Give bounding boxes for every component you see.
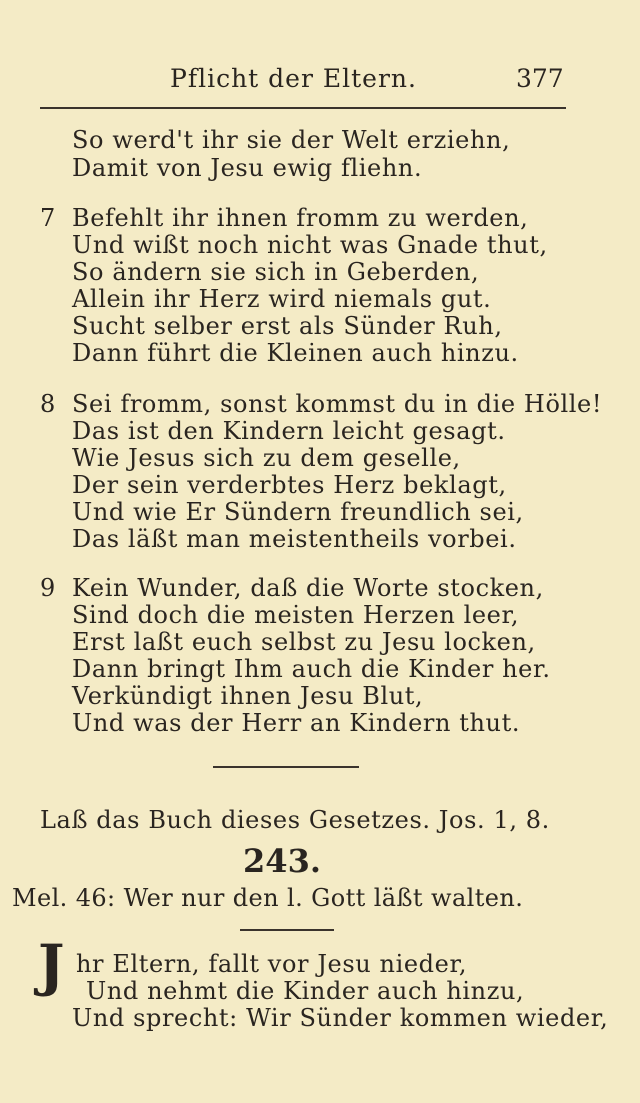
hymn-number: 243. xyxy=(243,842,321,880)
verse-line: Damit von Jesu ewig fliehn. xyxy=(72,154,423,182)
tune-divider xyxy=(240,929,334,931)
verse-line: Das läßt man meistentheils vorbei. xyxy=(72,525,517,553)
verse-line: Der sein verderbtes Herz beklagt, xyxy=(72,471,507,499)
verse-line: Erst laßt euch selbst zu Jesu locken, xyxy=(72,628,536,656)
scripture-motto: Laß das Buch dieses Gesetzes. Jos. 1, 8. xyxy=(40,806,550,834)
verse-line: Dann führt die Kleinen auch hinzu. xyxy=(72,339,519,367)
section-divider xyxy=(213,766,359,768)
verse-line: Kein Wunder, daß die Worte stocken, xyxy=(72,574,544,602)
verse-line: So werd't ihr sie der Welt erziehn, xyxy=(72,126,511,154)
stanza-number: 7 xyxy=(40,204,56,232)
verse-line: Und nehmt die Kinder auch hinzu, xyxy=(86,977,525,1005)
verse-line: Wie Jesus sich zu dem geselle, xyxy=(72,444,461,472)
verse-line: hr Eltern, fallt vor Jesu nieder, xyxy=(76,950,468,978)
verse-line: Sind doch die meisten Herzen leer, xyxy=(72,601,520,629)
verse-line: Und sprecht: Wir Sünder kommen wieder, xyxy=(72,1004,609,1032)
verse-line: Sucht selber erst als Sünder Ruh, xyxy=(72,312,503,340)
verse-line: So ändern sie sich in Geberden, xyxy=(72,258,480,286)
verse-line: Sei fromm, sonst kommst du in die Hölle! xyxy=(72,390,603,418)
verse-line: Allein ihr Herz wird niemals gut. xyxy=(72,285,492,313)
verse-line: Und wißt noch nicht was Gnade thut, xyxy=(72,231,548,259)
verse-line: Und wie Er Sündern freundlich sei, xyxy=(72,498,524,526)
stanza-number: 9 xyxy=(40,574,56,602)
verse-line: Verkündigt ihnen Jesu Blut, xyxy=(72,682,424,710)
stanza-number: 8 xyxy=(40,390,56,418)
verse-line: Und was der Herr an Kindern thut. xyxy=(72,709,521,737)
drop-cap: J xyxy=(38,933,65,999)
tune-reference: Mel. 46: Wer nur den l. Gott läßt walten. xyxy=(12,884,524,912)
running-title: Pflicht der Eltern. xyxy=(170,64,417,93)
header-rule xyxy=(40,107,566,109)
verse-line: Dann bringt Ihm auch die Kinder her. xyxy=(72,655,551,683)
verse-line: Das ist den Kindern leicht gesagt. xyxy=(72,417,506,445)
running-header xyxy=(0,64,640,100)
verse-line: Befehlt ihr ihnen fromm zu werden, xyxy=(72,204,529,232)
page-number: 377 xyxy=(516,64,564,93)
